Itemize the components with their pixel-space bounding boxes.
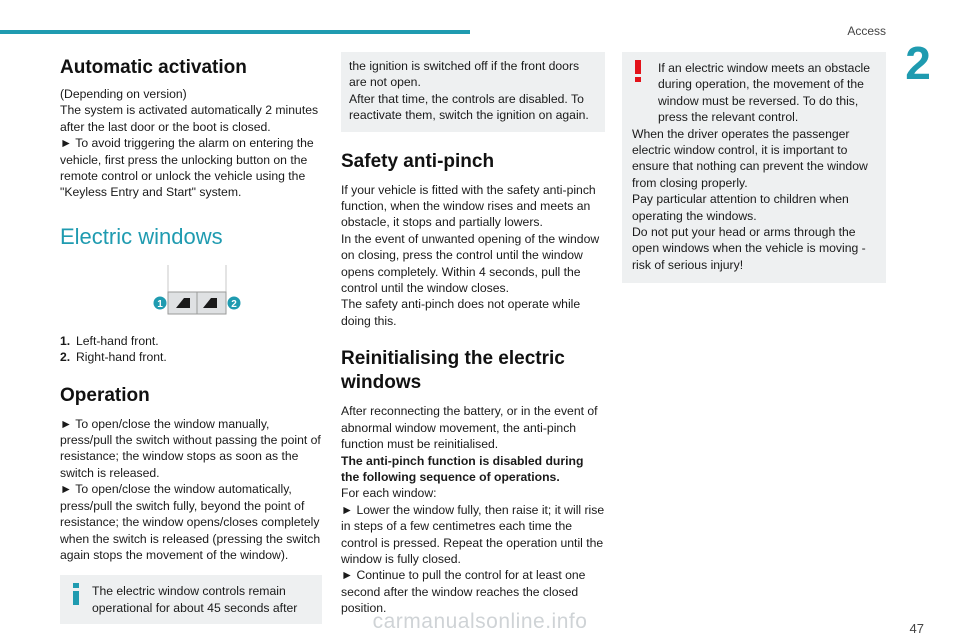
window-switch-diagram [60, 265, 322, 325]
heading-automatic-activation: Automatic activation [60, 57, 247, 78]
warning-text: Pay particular attention to children when operating the windows. [632, 192, 849, 223]
paragraph: the ignition is switched off if the front doors are not open. [349, 59, 580, 90]
info-note-continued [341, 52, 605, 132]
warning-text: When the driver operates the passenger electric window control, it is important to ensure that nothing can prevent the window from closing properly. [632, 126, 868, 190]
paragraph: ► To avoid triggering the alarm on entering the vehicle, first press the unlocking button on the remote control or unlock the vehicle using the "Keyless Entry and Start" system. [60, 136, 314, 200]
column-left [60, 56, 322, 624]
paragraph: (Depending on version) [60, 87, 187, 101]
paragraph: ► To open/close the window automatically, press/pull the switch fully, beyond the point of resistance; the window opens/closes completely when the switch is released (pressing the switch again stops the movement of the window). [60, 482, 321, 562]
paragraph: In the event of unwanted opening of the window on closing, press the control until the window opens completely. Within 4 seconds, pull the control until the window closes. [341, 231, 600, 296]
heading-operation: Operation [60, 384, 150, 406]
warning-text: If an electric window meets an obstacle during operation, the movement of the window must be reversed. To do this, press the relevant control. [658, 61, 871, 125]
numbered-list [60, 333, 322, 366]
warning-text: Do not put your head or arms through the open windows when the vehicle is moving - risk of serious injury! [632, 225, 866, 272]
warning-icon [632, 60, 644, 82]
paragraph: After that time, the controls are disabled. To reactivate them, switch the ignition on again. [349, 91, 589, 123]
watermark: carmanualsonline.info [372, 610, 588, 633]
paragraph: If your vehicle is fitted with the safety anti-pinch function, when the window rises and meets an obstacle, it stops and partially lowers. [341, 182, 596, 230]
chapter-number: 2 [905, 37, 931, 89]
paragraph: ► To open/close the window manually, press/pull the switch without passing the point of resistance; the window stops as soon as the switch is released. [60, 416, 321, 480]
info-icon [70, 583, 82, 605]
header-accent-bar [0, 30, 470, 34]
page-number: 47 [909, 621, 924, 636]
list-item: 2. Right-hand front. [60, 350, 167, 365]
info-text: The electric window controls remain operational for about 45 seconds after [92, 584, 298, 615]
callout-1: 1 [157, 298, 163, 310]
paragraph: The safety anti-pinch does not operate while doing this. [341, 297, 581, 328]
paragraph: For each window: [341, 486, 437, 501]
heading-safety-anti-pinch: Safety anti-pinch [341, 150, 495, 172]
heading-reinitialising: Reinitialising the electric windows [341, 348, 565, 394]
heading-electric-windows: Electric windows [60, 223, 223, 249]
callout-2: 2 [231, 298, 237, 310]
column-right [622, 52, 886, 283]
paragraph-bold: The anti-pinch function is disabled during the following sequence of operations. [341, 453, 584, 484]
warning-note [622, 52, 886, 283]
list-item: 1. Left-hand front. [60, 333, 159, 348]
paragraph: ► Continue to pull the control for at least one second after the window reaches the closed position. [341, 568, 586, 616]
column-middle [341, 52, 605, 617]
section-label: Access [847, 24, 886, 38]
paragraph: After reconnecting the battery, or in the event of abnormal window movement, the anti-pinch function must be reinitialised. [341, 404, 598, 452]
paragraph: ► Lower the window fully, then raise it; it will rise in steps of a few centimetres each time the control is pressed. Repeat the operation until the window is fully closed. [341, 502, 605, 566]
paragraph: The system is activated automatically 2 minutes after the last door or the boot is closed. [60, 103, 319, 134]
